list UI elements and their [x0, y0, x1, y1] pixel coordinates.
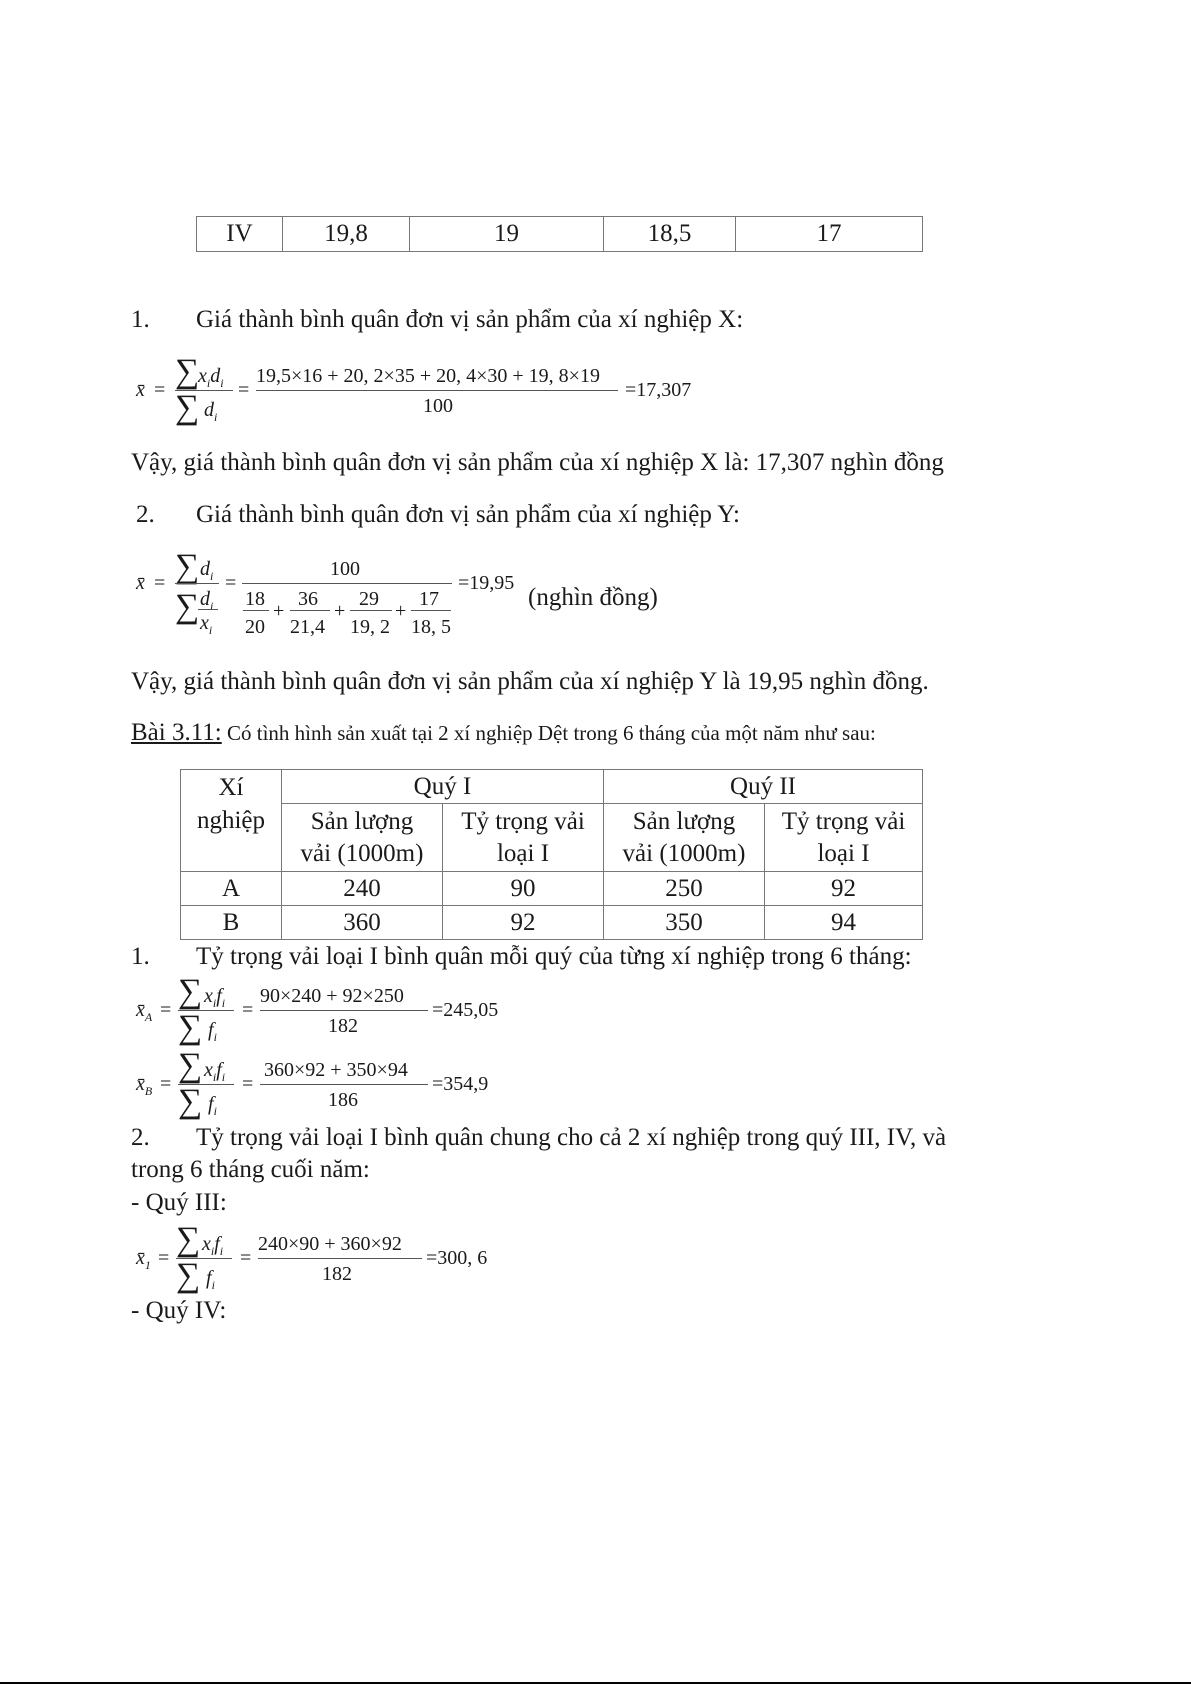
- table-cell: 90: [443, 872, 604, 906]
- top-table: [196, 216, 923, 252]
- header-enterprise: Xí nghiệp: [181, 770, 282, 872]
- formula-y-numerator: 100: [330, 558, 360, 580]
- header-q2: Quý II: [604, 770, 923, 804]
- header-share-q2: Tỷ trọng vải loại I: [765, 804, 923, 872]
- exercise-label: Bài 3.11:: [131, 719, 222, 746]
- formula-y-unit: (nghìn đồng): [528, 584, 658, 611]
- table-cell: 19: [410, 217, 604, 252]
- fraction-num: 17: [419, 588, 439, 610]
- formula-xb-numerator: 360×92 + 350×94: [264, 1059, 408, 1081]
- part2-title-line2: trong 6 tháng cuối năm:: [131, 1156, 370, 1183]
- exercise-text: Có tình hình sản xuất tại 2 xí nghiệp Dệt trong 6 tháng của một năm như sau:: [221, 721, 876, 745]
- formula-x1-denominator: 182: [322, 1263, 352, 1285]
- formula-numerator: 19,5×16 + 20, 2×35 + 20, 4×30 + 19, 8×19: [256, 365, 600, 387]
- table-cell: 250: [604, 872, 765, 906]
- formula-y: x̄ = ∑ $d_i$ ∑ $d_i$ $x_i$ = 100 18 20 + 36 21,4 + 29 19, 2 + 17 18, 5 =19,95: [136, 548, 515, 638]
- formula-xa-denominator: 182: [328, 1015, 358, 1037]
- table-cell: 92: [443, 906, 604, 940]
- header-share-q1: Tỷ trọng vải loại I: [443, 804, 604, 872]
- part1-title: Tỷ trọng vải loại I bình quân mỗi quý của từng xí nghiệp trong 6 tháng:: [196, 943, 912, 970]
- table-cell: 240: [282, 872, 443, 906]
- table-cell: A: [181, 872, 282, 906]
- fraction-num: 29: [359, 588, 379, 610]
- formula-result: =17,307: [625, 379, 692, 401]
- fraction-den: 20: [245, 616, 265, 638]
- section1-number: 1.: [131, 306, 150, 333]
- page-bottom-rule: [0, 1682, 1191, 1684]
- formula-xb-result: =354,9: [432, 1073, 489, 1095]
- table-cell: 18,5: [604, 217, 736, 252]
- table-cell: 19,8: [283, 217, 410, 252]
- fraction-den: 18, 5: [411, 616, 451, 638]
- fraction-den: 19, 2: [350, 616, 390, 638]
- table-cell: B: [181, 906, 282, 940]
- table-row: [181, 906, 923, 940]
- table-cell: 92: [765, 872, 923, 906]
- exercise-heading: [131, 718, 876, 748]
- formula-xa-numerator: 90×240 + 92×250: [260, 985, 404, 1007]
- table-cell: IV: [197, 217, 283, 252]
- part1-number: 1.: [131, 943, 150, 970]
- q4-label: - Quý IV:: [131, 1297, 227, 1324]
- section2-number: 2.: [136, 501, 155, 528]
- fraction-den: 21,4: [290, 616, 325, 638]
- section1-conclusion: Vậy, giá thành bình quân đơn vị sản phẩm của xí nghiệp X là: 17,307 nghìn đồng: [131, 449, 944, 476]
- table-cell: 17: [736, 217, 923, 252]
- formula-x1-numerator: 240×90 + 360×92: [258, 1233, 402, 1255]
- fraction-num: 36: [298, 588, 318, 610]
- q3-label: - Quý III:: [131, 1189, 227, 1216]
- fraction-num: 18: [245, 588, 265, 610]
- header-q1: Quý I: [282, 770, 604, 804]
- header-output-q2: Sản lượng vải (1000m): [604, 804, 765, 872]
- formula-xb-denominator: 186: [328, 1089, 358, 1111]
- formula-denominator: 100: [423, 395, 453, 417]
- formula-x: x̄ = ∑ $x_id_i$ ∑ $d_i$ = 19,5×16 + 20, 2×35 + 20, 4×30 + 19, 8×19 100 =17,307: [136, 353, 692, 426]
- table-cell: 94: [765, 906, 923, 940]
- formula-xa-result: =245,05: [432, 999, 499, 1021]
- formula-xa: $x̄_A$ = ∑ $x_if_i$ ∑ $f_i$ = 90×240 + 92×250 182 =245,05: [136, 973, 499, 1046]
- part2-number: 2.: [131, 1124, 150, 1151]
- part2-title-line1: Tỷ trọng vải loại I bình quân chung cho cả 2 xí nghiệp trong quý III, IV, và: [196, 1124, 947, 1151]
- section1-title: Giá thành bình quân đơn vị sản phẩm của xí nghiệp X:: [196, 306, 744, 333]
- formula-x1: $x̄_1$ = ∑ $x_if_i$ ∑ $f_i$ = 240×90 + 360×92 182 =300, 6: [136, 1221, 488, 1294]
- formula-x1-result: =300, 6: [426, 1247, 488, 1269]
- formula-y-result: =19,95: [458, 572, 515, 594]
- table-cell: 360: [282, 906, 443, 940]
- section2-conclusion: Vậy, giá thành bình quân đơn vị sản phẩm của xí nghiệp Y là 19,95 nghìn đồng.: [131, 668, 929, 695]
- production-table: [180, 769, 923, 940]
- table-cell: 350: [604, 906, 765, 940]
- formula-xb: $x̄_B$ = ∑ $x_if_i$ ∑ $f_i$ = 360×92 + 350×94 186 =354,9: [136, 1047, 489, 1120]
- section2-title: Giá thành bình quân đơn vị sản phẩm của xí nghiệp Y:: [196, 501, 740, 528]
- header-output-q1: Sản lượng vải (1000m): [282, 804, 443, 872]
- table-row: [181, 872, 923, 906]
